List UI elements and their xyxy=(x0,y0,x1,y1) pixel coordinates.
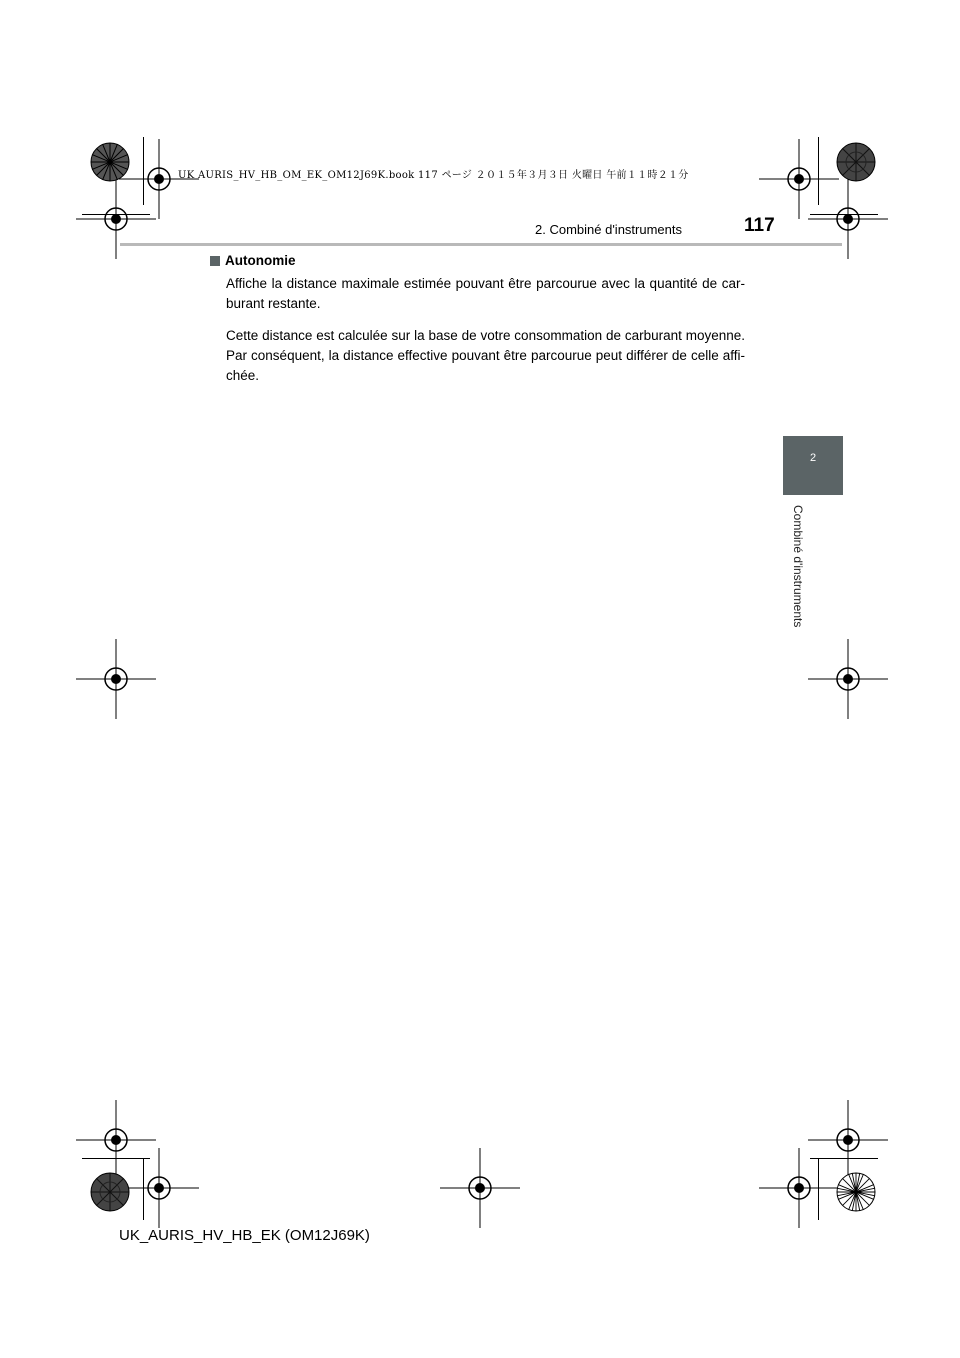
section-title: Autonomie xyxy=(225,253,296,268)
registration-mark-icon xyxy=(76,639,156,719)
registration-mark-icon xyxy=(808,179,888,259)
registration-mark-icon xyxy=(440,1148,520,1228)
page-number: 117 xyxy=(744,215,775,236)
paragraph: Cette distance est calculée sur la base de votre consommation de carburant moyenne. Par conséquent, la distance effective pouvant être parcourue peut différer de celle affi-chée. xyxy=(226,328,745,383)
starburst-target-icon xyxy=(88,1170,132,1214)
file-meta-line: UK AURIS_HV_HB_OM_EK_OM12J69K.book 117 ページ ２０１５年３月３日 火曜日 午前１１時２１分 xyxy=(178,170,689,181)
chapter-label: Combiné d'instruments xyxy=(791,505,805,628)
starburst-target-icon xyxy=(834,140,878,184)
square-bullet-icon xyxy=(210,256,220,266)
chapter-tab xyxy=(783,436,843,495)
main-content xyxy=(210,253,745,398)
running-head: 2. Combiné d'instruments xyxy=(535,222,682,237)
chapter-number: 2 xyxy=(809,452,817,464)
paragraph: Affiche la distance maximale estimée pouvant être parcourue avec la quantité de car-burant restante. xyxy=(226,276,745,311)
header-rule xyxy=(120,243,842,246)
document-id: UK_AURIS_HV_HB_EK (OM12J69K) xyxy=(119,1227,370,1244)
registration-mark-icon xyxy=(76,179,156,259)
starburst-target-icon xyxy=(88,140,132,184)
starburst-target-icon xyxy=(834,1170,878,1214)
registration-mark-icon xyxy=(759,1148,839,1228)
section-heading xyxy=(210,253,745,268)
registration-mark-icon xyxy=(808,639,888,719)
